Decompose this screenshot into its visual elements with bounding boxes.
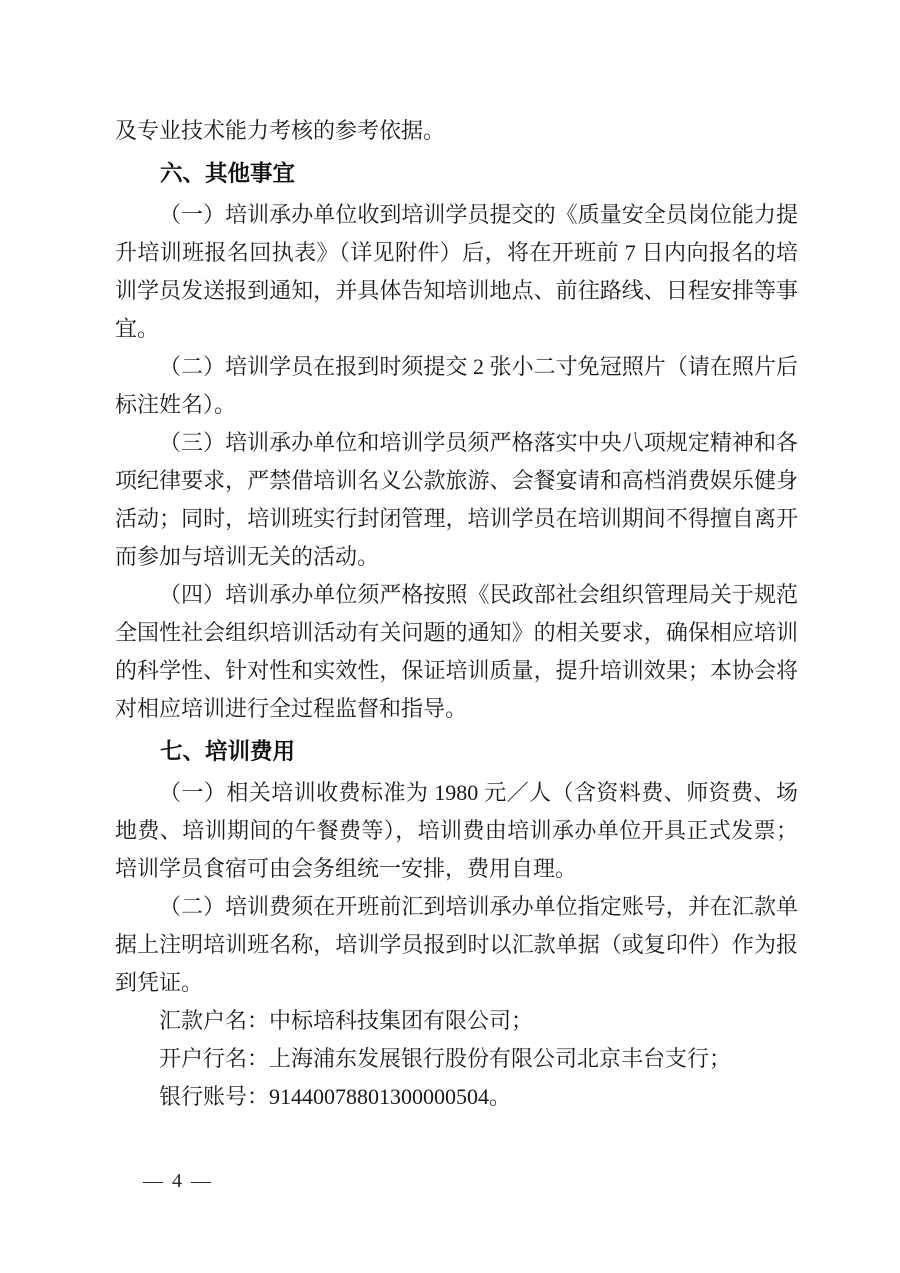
paragraph-item-1: （一）培训承办单位收到培训学员提交的《质量安全员岗位能力提升培训班报名回执表》（详见附件）后，将在开班前 7 日内向报名的培训学员发送报到通知，并具体告知培训地点、前往路线、日程安排等事宜。 (115, 202, 798, 341)
section-heading-other-matters: 六、其他事宜 (160, 161, 296, 186)
page-number: — 4 — (143, 1170, 213, 1192)
paragraph-item-2: （二）培训学员在报到时须提交 2 张小二寸免冠照片（请在照片后标注姓名）。 (115, 354, 798, 417)
remittance-bank-name-line: 开户行名：上海浦东发展银行股份有限公司北京丰台支行； (159, 1046, 732, 1071)
document-body (115, 112, 798, 1116)
paragraph-fee-2: （二）培训费须在开班前汇到培训承办单位指定账号，并在汇款单据上注明培训班名称，培训学员报到时以汇款单据（或复印件）作为报到凭证。 (115, 894, 798, 995)
paragraph-item-4: （四）培训承办单位须严格按照《民政部社会组织管理局关于规范全国性社会组织培训活动有关问题的通知》的相关要求，确保相应培训的科学性、针对性和实效性，保证培训质量，提升培训效果；本协会将对相应培训进行全过程监督和指导。 (115, 582, 798, 721)
paragraph-fee-1: （一）相关培训收费标准为 1980 元／人（含资料费、师资费、场地费、培训期间的午餐费等），培训费由培训承办单位开具正式发票；培训学员食宿可由会务组统一安排，费用自理。 (115, 780, 798, 881)
paragraph-item-3: （三）培训承办单位和培训学员须严格落实中央八项规定精神和各项纪律要求，严禁借培训名义公款旅游、会餐宴请和高档消费娱乐健身活动；同时，培训班实行封闭管理，培训学员在培训期间不得擅自离开而参加与培训无关的活动。 (115, 430, 798, 569)
paragraph-continuation: 及专业技术能力考核的参考依据。 (115, 118, 446, 143)
remittance-account-number-line: 银行账号：91440078801300000504。 (159, 1084, 512, 1109)
remittance-account-name-line: 汇款户名：中标培科技集团有限公司； (159, 1008, 534, 1033)
section-heading-training-fee: 七、培训费用 (160, 739, 296, 764)
